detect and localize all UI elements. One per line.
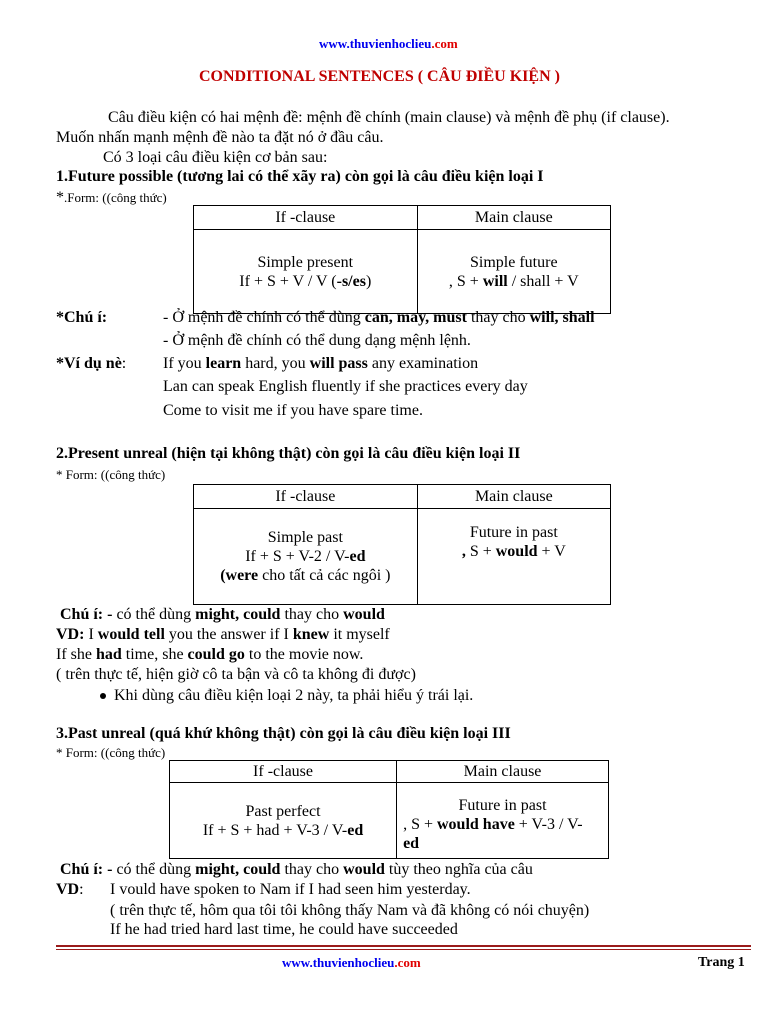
formula: , S + will / shall + V — [448, 272, 579, 290]
tense-name: Simple past — [267, 529, 343, 546]
section-2-example-note: ( trên thực tế, hiện giờ cô ta bận và cô ta không đi được) — [56, 666, 416, 683]
intro-line-2: Muốn nhấn mạnh mệnh đề nào ta đặt nó ở đầu câu. — [56, 129, 384, 146]
section-1-example-3: Come to visit me if you have spare time. — [163, 402, 423, 419]
table-header-main-clause: Main clause — [417, 206, 610, 230]
section-3-example-label: VD: — [56, 881, 84, 898]
table-header-main-clause: Main clause — [397, 761, 609, 783]
section-3-form-label: * Form: ((công thức) — [56, 745, 166, 760]
section-2-form-table — [193, 484, 611, 605]
formula: If + S + V-2 / V-ed — [245, 548, 366, 565]
formula: , S + would have + V-3 / V- — [403, 816, 583, 833]
tense-name: Future in past — [469, 524, 558, 541]
page-number: Trang 1 — [698, 955, 745, 970]
section-1-note-label: *Chú í: — [56, 309, 108, 326]
section-3-example-3: If he had tried hard last time, he could have succeeded — [110, 921, 458, 938]
table-header-if-clause: If -clause — [170, 761, 397, 783]
table-header-if-clause: If -clause — [194, 485, 418, 509]
section-1-note-1: - Ở mệnh đề chính có thể dùng can, may, must thay cho will, shall — [163, 309, 595, 326]
section-3-note: Chú í: - có thể dùng might, could thay cho would tùy theo nghĩa của câu — [60, 861, 533, 878]
table-cell-if-clause — [170, 783, 397, 859]
formula: If + S + had + V-3 / V-ed — [202, 821, 364, 839]
footer-divider-thin — [56, 949, 751, 950]
table-cell-if-clause — [194, 509, 418, 605]
section-1-heading: 1.Future possible (tương lai có thể xãy ra) còn gọi là câu điều kiện loại I — [56, 168, 544, 185]
section-2-example-1: VD: I would tell you the answer if I knew it myself — [56, 626, 390, 643]
formula: If + S + V / V (-s/es) — [239, 272, 372, 290]
section-2-note: Chú í: - có thể dùng might, could thay cho would — [60, 606, 385, 623]
table-cell-main-clause — [397, 783, 609, 859]
section-1-example-2: Lan can speak English fluently if she practices every day — [163, 378, 528, 395]
section-2-form-label: * Form: ((công thức) — [56, 467, 166, 482]
section-1-note-2: - Ở mệnh đề chính có thể dung dạng mệnh lệnh. — [163, 332, 471, 349]
section-3-form-table — [169, 760, 609, 859]
formula-note: (were cho tất cả các ngôi ) — [220, 567, 391, 584]
tense-name: Future in past — [458, 797, 547, 814]
page-title: CONDITIONAL SENTENCES ( CÂU ĐIỀU KIỆN ) — [199, 68, 560, 85]
section-2-heading: 2.Present unreal (hiện tại không thật) còn gọi là câu điều kiện loại II — [56, 445, 521, 462]
intro-line-3: Có 3 loại câu điều kiện cơ bản sau: — [103, 149, 328, 166]
table-cell-if-clause — [194, 230, 418, 314]
table-header-if-clause: If -clause — [194, 206, 418, 230]
section-1-example-1: If you learn hard, you will pass any examination — [163, 355, 479, 372]
tense-name: Simple present — [257, 253, 354, 271]
tense-name: Simple future — [470, 253, 558, 271]
form-star: * — [56, 189, 64, 206]
footer-link[interactable]: www.thuvienhoclieu.com — [282, 955, 421, 970]
bullet-icon — [100, 693, 106, 699]
section-1-form-label — [56, 188, 167, 208]
section-3-example-2: ( trên thực tế, hôm qua tôi tôi không thấy Nam và đã không có nói chuyện) — [110, 902, 590, 919]
section-2-example-2: If she had time, she could go to the movie now. — [56, 646, 364, 663]
section-1-form-table — [193, 205, 611, 314]
section-2-bullet-item: Khi dùng câu điều kiện loại 2 này, ta phải hiểu ý trái lại. — [100, 686, 473, 706]
formula-continued: ed — [403, 835, 420, 852]
section-3-example-1: I vould have spoken to Nam if I had seen him yesterday. — [110, 881, 471, 898]
header-link-tld: .com — [431, 36, 458, 51]
formula: , S + would + V — [461, 543, 566, 560]
form-text: .Form: ((công thức) — [64, 190, 167, 205]
header-link[interactable] — [319, 36, 458, 52]
table-cell-main-clause — [417, 509, 610, 605]
section-3-heading: 3.Past unreal (quá khứ không thật) còn gọi là câu điều kiện loại III — [56, 725, 511, 742]
table-cell-main-clause — [417, 230, 610, 314]
footer-divider-thick — [56, 945, 751, 947]
tense-name: Past perfect — [245, 802, 321, 820]
header-link-domain: www.thuvienhoclieu — [319, 36, 432, 51]
table-header-main-clause: Main clause — [417, 485, 610, 509]
intro-line-1: Câu điều kiện có hai mệnh đề: mệnh đề chính (main clause) và mệnh đề phụ (if clause). — [108, 109, 670, 126]
section-1-example-label: *Ví dụ nè: — [56, 355, 127, 372]
